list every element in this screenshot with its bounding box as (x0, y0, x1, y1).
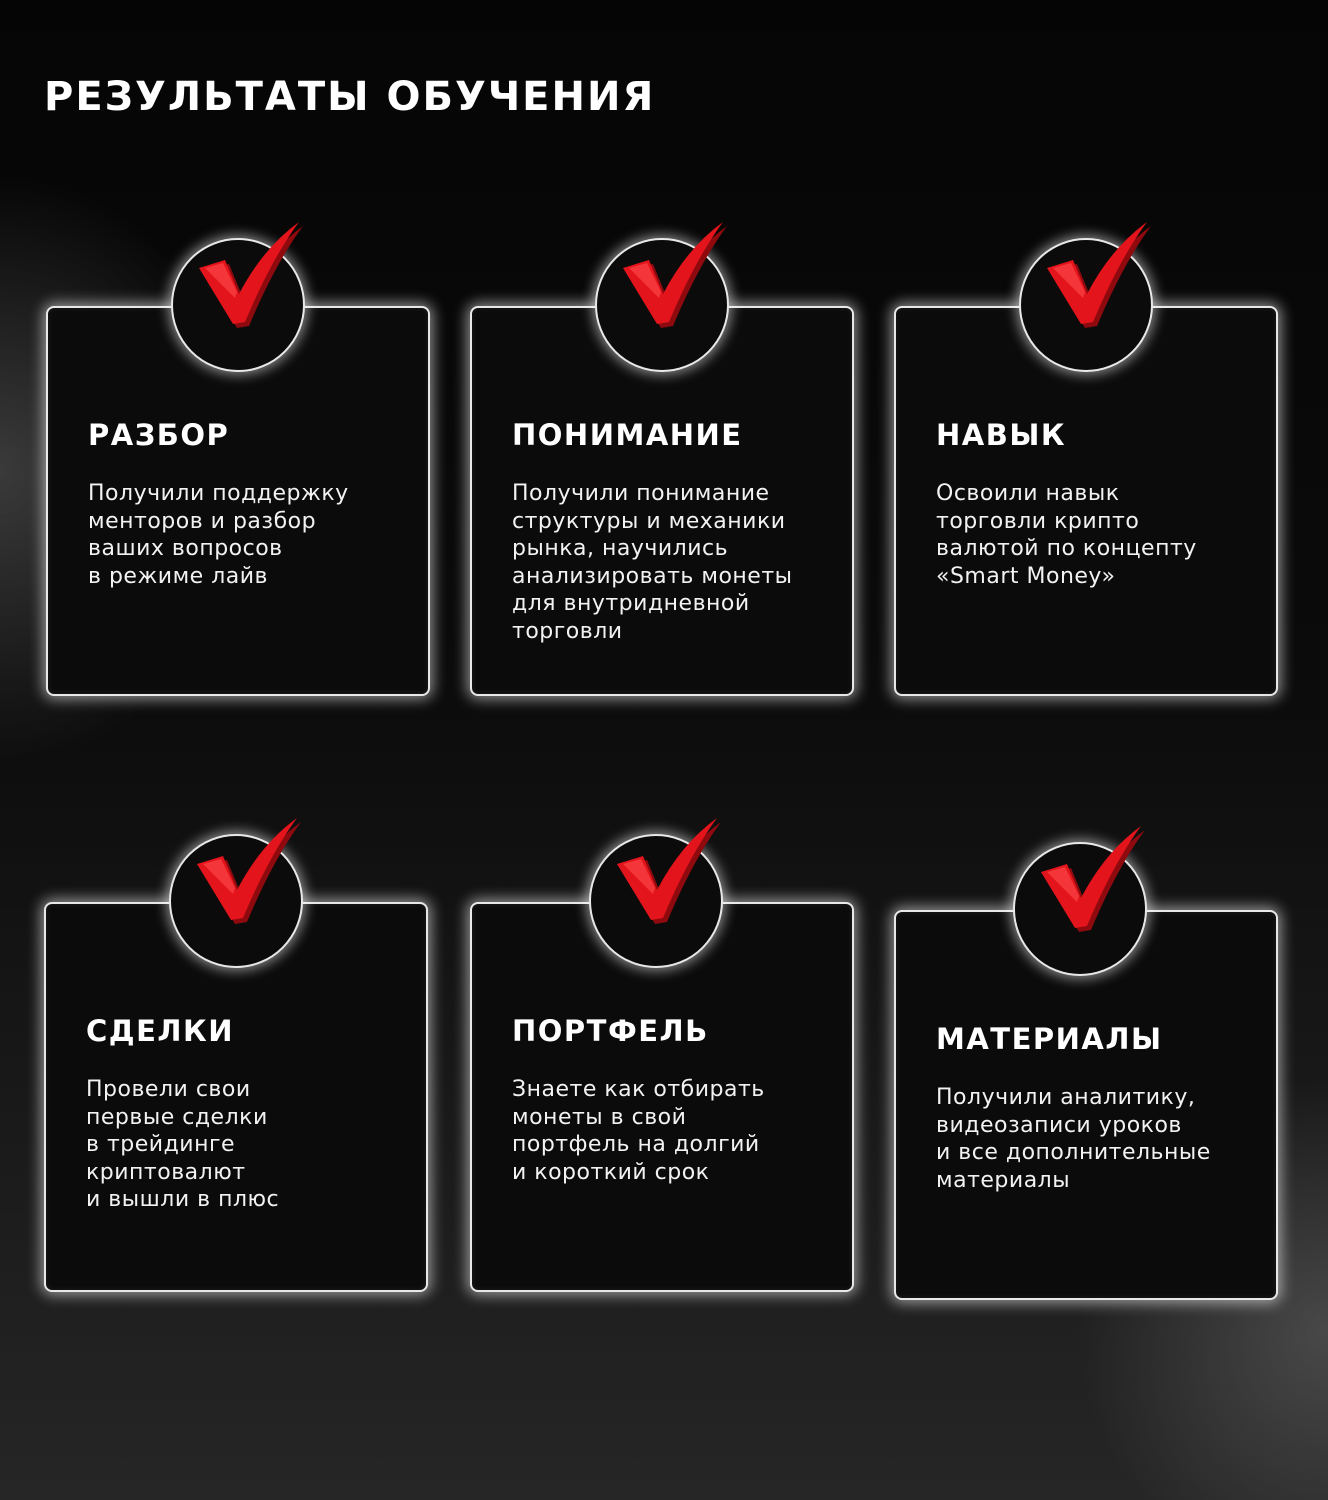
card-description (512, 1076, 842, 1186)
card-text-line: в трейдинге (86, 1132, 236, 1157)
card-title: МАТЕРИАЛЫ (936, 1022, 1163, 1056)
check-mark-icon (199, 222, 307, 338)
check-badge (595, 238, 729, 372)
check-mark-icon (1041, 826, 1149, 942)
result-card-materialy (894, 910, 1278, 1300)
page-title: РЕЗУЛЬТАТЫ ОБУЧЕНИЯ (44, 74, 656, 120)
card-text-line: первые сделки (86, 1104, 268, 1130)
check-mark-icon (617, 818, 725, 934)
result-card-ponimanie (470, 306, 854, 696)
check-mark-icon (1047, 222, 1155, 338)
card-text-line: структуры и механики (512, 508, 786, 534)
card-text-line: Знаете как отбирать (512, 1077, 765, 1102)
card-description (936, 1084, 1266, 1194)
card-text-line: и все дополнительные (936, 1140, 1211, 1165)
card-text-line: Получили поддержку (88, 481, 349, 506)
check-badge (169, 834, 303, 968)
card-text-line: торговли (512, 618, 623, 644)
card-description (88, 480, 418, 590)
card-text-line: портфель на долгий (512, 1132, 760, 1157)
result-card-sdelki (44, 902, 428, 1292)
card-text-line: Провели свои (86, 1077, 251, 1102)
card-title: ПОНИМАНИЕ (512, 418, 743, 452)
card-title: ПОРТФЕЛЬ (512, 1014, 709, 1048)
card-text-line: торговли крипто (936, 508, 1140, 534)
card-description (936, 480, 1266, 590)
card-title: РАЗБОР (88, 418, 230, 452)
card-text-line: ваших вопросов (88, 536, 283, 561)
card-text-line: анализировать монеты (512, 563, 793, 589)
card-text-line: Получили аналитику, (936, 1085, 1196, 1110)
card-title: СДЕЛКИ (86, 1014, 234, 1048)
check-mark-icon (623, 222, 731, 338)
card-text-line: менторов и разбор (88, 508, 317, 534)
card-description (512, 480, 842, 645)
card-text-line: «Smart Money» (936, 563, 1116, 589)
check-badge (1019, 238, 1153, 372)
card-text-line: валютой по концепту (936, 536, 1197, 561)
check-badge (1013, 842, 1147, 976)
card-text-line: видеозаписи уроков (936, 1112, 1182, 1138)
check-badge (171, 238, 305, 372)
card-text-line: рынка, научились (512, 536, 729, 561)
result-card-razbor (46, 306, 430, 696)
check-badge (589, 834, 723, 968)
card-title: НАВЫК (936, 418, 1067, 452)
result-card-portfel (470, 902, 854, 1292)
card-text-line: Получили понимание (512, 481, 770, 506)
result-card-navyk (894, 306, 1278, 696)
card-text-line: в режиме лайв (88, 563, 269, 589)
card-text-line: и короткий срок (512, 1159, 710, 1185)
card-text-line: для внутридневной (512, 591, 750, 616)
card-text-line: и вышли в плюс (86, 1187, 280, 1212)
check-mark-icon (197, 818, 305, 934)
card-description (86, 1076, 416, 1214)
card-text-line: криптовалют (86, 1159, 246, 1185)
card-text-line: материалы (936, 1167, 1071, 1193)
card-text-line: Освоили навык (936, 481, 1120, 506)
card-text-line: монеты в свой (512, 1104, 687, 1130)
